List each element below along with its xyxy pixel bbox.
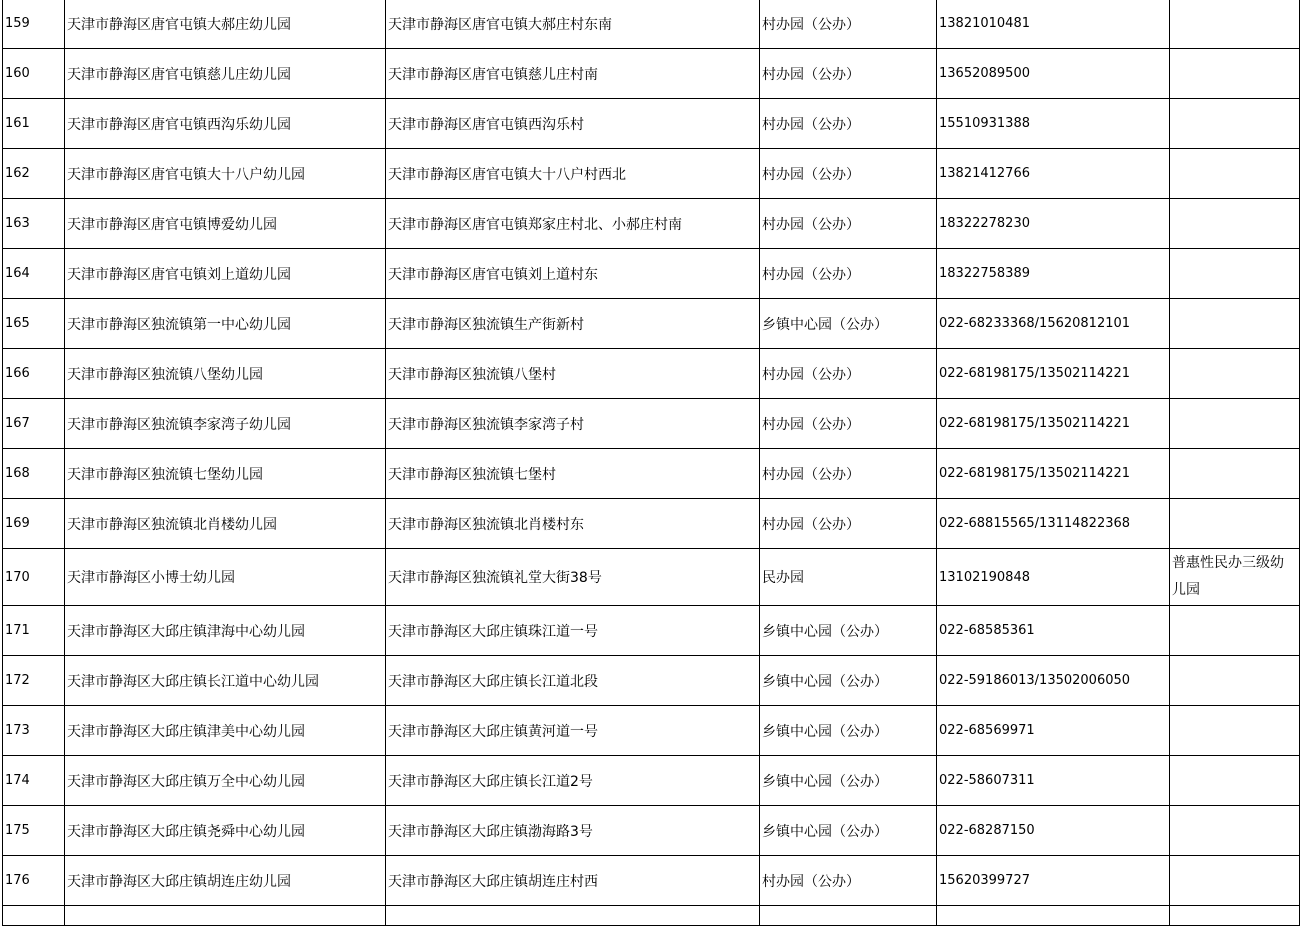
kindergarten-name-cell: 天津市静海区大邱庄镇津海中心幼儿园 [65,606,386,656]
note-cell [1170,299,1300,349]
row-number-cell: 174 [3,756,65,806]
kindergarten-name-cell: 天津市静海区独流镇第一中心幼儿园 [65,299,386,349]
table-row [3,549,1300,606]
address-cell: 天津市静海区独流镇礼堂大街38号 [386,549,760,606]
phone-cell: 13652089500 [937,49,1170,99]
row-number-cell: 160 [3,49,65,99]
phone-cell: 13821010481 [937,0,1170,49]
kindergarten-name-cell: 天津市静海区唐官屯镇刘上道幼儿园 [65,249,386,299]
phone-cell: 18322758389 [937,249,1170,299]
note-cell [1170,349,1300,399]
address-cell: 天津市静海区唐官屯镇慈儿庄村南 [386,49,760,99]
note-cell [1170,856,1300,906]
table-row [3,499,1300,549]
empty-cell [1170,906,1300,926]
table-row [3,0,1300,49]
note-cell [1170,806,1300,856]
table-row [3,49,1300,99]
phone-cell: 13821412766 [937,149,1170,199]
school-type-cell: 乡镇中心园（公办） [760,606,937,656]
table-row [3,199,1300,249]
note-cell [1170,606,1300,656]
table-row [3,149,1300,199]
empty-cell [65,906,386,926]
row-number-cell: 171 [3,606,65,656]
kindergarten-name-cell: 天津市静海区独流镇北肖楼幼儿园 [65,499,386,549]
kindergarten-name-cell: 天津市静海区独流镇八堡幼儿园 [65,349,386,399]
row-number-cell: 169 [3,499,65,549]
row-number-cell: 176 [3,856,65,906]
school-type-cell: 乡镇中心园（公办） [760,299,937,349]
address-cell: 天津市静海区大邱庄镇渤海路3号 [386,806,760,856]
note-cell [1170,49,1300,99]
address-cell: 天津市静海区独流镇北肖楼村东 [386,499,760,549]
note-cell: 普惠性民办三级幼儿园 [1170,549,1300,606]
note-cell [1170,0,1300,49]
row-number-cell: 167 [3,399,65,449]
row-number-cell: 170 [3,549,65,606]
address-cell: 天津市静海区大邱庄镇黄河道一号 [386,706,760,756]
school-type-cell: 村办园（公办） [760,49,937,99]
kindergarten-name-cell: 天津市静海区唐官屯镇博爱幼儿园 [65,199,386,249]
row-number-cell: 163 [3,199,65,249]
row-number-cell: 162 [3,149,65,199]
address-cell: 天津市静海区唐官屯镇大十八户村西北 [386,149,760,199]
address-cell: 天津市静海区大邱庄镇珠江道一号 [386,606,760,656]
empty-cell [3,906,65,926]
row-number-cell: 173 [3,706,65,756]
note-cell [1170,706,1300,756]
school-type-cell: 村办园（公办） [760,399,937,449]
school-type-cell: 乡镇中心园（公办） [760,756,937,806]
phone-cell: 022-68569971 [937,706,1170,756]
phone-cell: 022-68198175/13502114221 [937,349,1170,399]
phone-cell: 022-68198175/13502114221 [937,449,1170,499]
address-cell: 天津市静海区独流镇八堡村 [386,349,760,399]
address-cell: 天津市静海区大邱庄镇长江道2号 [386,756,760,806]
table-row-partial [3,906,1300,926]
table-row [3,399,1300,449]
school-type-cell: 村办园（公办） [760,0,937,49]
note-cell [1170,499,1300,549]
school-type-cell: 乡镇中心园（公办） [760,706,937,756]
address-cell: 天津市静海区唐官屯镇刘上道村东 [386,249,760,299]
kindergarten-name-cell: 天津市静海区唐官屯镇大郝庄幼儿园 [65,0,386,49]
address-cell: 天津市静海区唐官屯镇大郝庄村东南 [386,0,760,49]
address-cell: 天津市静海区独流镇李家湾子村 [386,399,760,449]
kindergarten-name-cell: 天津市静海区大邱庄镇津美中心幼儿园 [65,706,386,756]
note-cell [1170,756,1300,806]
table-row [3,706,1300,756]
phone-cell: 18322278230 [937,199,1170,249]
row-number-cell: 175 [3,806,65,856]
address-cell: 天津市静海区独流镇生产街新村 [386,299,760,349]
phone-cell: 022-68233368/15620812101 [937,299,1170,349]
school-type-cell: 乡镇中心园（公办） [760,656,937,706]
row-number-cell: 166 [3,349,65,399]
table-row [3,806,1300,856]
kindergarten-name-cell: 天津市静海区大邱庄镇万全中心幼儿园 [65,756,386,806]
kindergarten-name-cell: 天津市静海区小博士幼儿园 [65,549,386,606]
row-number-cell: 168 [3,449,65,499]
school-type-cell: 村办园（公办） [760,499,937,549]
table-row [3,856,1300,906]
kindergarten-name-cell: 天津市静海区唐官屯镇慈儿庄幼儿园 [65,49,386,99]
empty-cell [760,906,937,926]
school-type-cell: 村办园（公办） [760,199,937,249]
row-number-cell: 172 [3,656,65,706]
phone-cell: 022-68585361 [937,606,1170,656]
table-row [3,99,1300,149]
kindergarten-name-cell: 天津市静海区大邱庄镇尧舜中心幼儿园 [65,806,386,856]
row-number-cell: 165 [3,299,65,349]
table-row [3,756,1300,806]
note-cell [1170,399,1300,449]
phone-cell: 022-59186013/13502006050 [937,656,1170,706]
table-row [3,656,1300,706]
empty-cell [937,906,1170,926]
phone-cell: 15510931388 [937,99,1170,149]
table-row [3,606,1300,656]
kindergarten-name-cell: 天津市静海区独流镇李家湾子幼儿园 [65,399,386,449]
address-cell: 天津市静海区独流镇七堡村 [386,449,760,499]
table-row [3,349,1300,399]
school-type-cell: 乡镇中心园（公办） [760,806,937,856]
kindergarten-name-cell: 天津市静海区独流镇七堡幼儿园 [65,449,386,499]
school-type-cell: 村办园（公办） [760,249,937,299]
row-number-cell: 164 [3,249,65,299]
row-number-cell: 161 [3,99,65,149]
table-body [3,0,1300,926]
kindergarten-name-cell: 天津市静海区大邱庄镇长江道中心幼儿园 [65,656,386,706]
address-cell: 天津市静海区大邱庄镇胡连庄村西 [386,856,760,906]
school-type-cell: 村办园（公办） [760,449,937,499]
row-number-cell: 159 [3,0,65,49]
note-cell [1170,656,1300,706]
table-row [3,449,1300,499]
note-cell [1170,199,1300,249]
kindergarten-table [2,0,1300,926]
phone-cell: 022-68198175/13502114221 [937,399,1170,449]
school-type-cell: 村办园（公办） [760,149,937,199]
address-cell: 天津市静海区唐官屯镇郑家庄村北、小郝庄村南 [386,199,760,249]
table-row [3,299,1300,349]
address-cell: 天津市静海区唐官屯镇西沟乐村 [386,99,760,149]
note-cell [1170,149,1300,199]
school-type-cell: 民办园 [760,549,937,606]
school-type-cell: 村办园（公办） [760,99,937,149]
school-type-cell: 村办园（公办） [760,349,937,399]
kindergarten-name-cell: 天津市静海区唐官屯镇西沟乐幼儿园 [65,99,386,149]
phone-cell: 15620399727 [937,856,1170,906]
phone-cell: 13102190848 [937,549,1170,606]
empty-cell [386,906,760,926]
phone-cell: 022-68815565/13114822368 [937,499,1170,549]
school-type-cell: 村办园（公办） [760,856,937,906]
table-row [3,249,1300,299]
address-cell: 天津市静海区大邱庄镇长江道北段 [386,656,760,706]
phone-cell: 022-68287150 [937,806,1170,856]
kindergarten-name-cell: 天津市静海区大邱庄镇胡连庄幼儿园 [65,856,386,906]
phone-cell: 022-58607311 [937,756,1170,806]
note-cell [1170,249,1300,299]
kindergarten-name-cell: 天津市静海区唐官屯镇大十八户幼儿园 [65,149,386,199]
note-cell [1170,449,1300,499]
note-cell [1170,99,1300,149]
